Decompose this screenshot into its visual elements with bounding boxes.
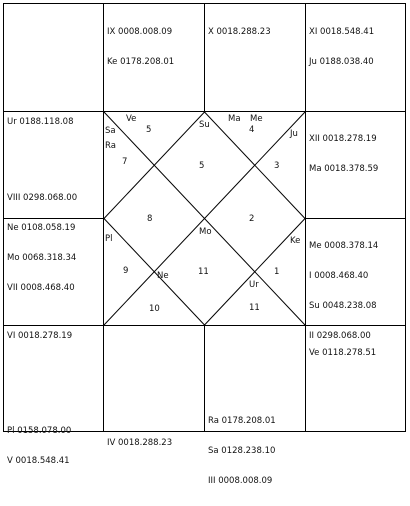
house-number: 1 [274,267,280,277]
cell-line: III 0008.008.09 [208,476,273,486]
planet-label: Ne [157,271,169,281]
cell-line: IX 0008.008.09 [107,27,173,37]
planet-label: Ju [290,129,298,139]
planet-label: Su [199,120,210,130]
planet-label: Ra [105,141,116,151]
cell-line: XI 0018.548.41 [309,27,375,37]
cell-line: Mo 0068.318.34 [7,253,77,263]
planet-label: Ke [290,236,301,246]
ve-cell [309,328,376,378]
cell-line: II 0298.068.00 [309,331,371,341]
cell-line: Ke 0178.208.01 [107,57,175,67]
house-number: 3 [274,161,280,171]
cell-line: Ma 0018.378.59 [309,164,379,174]
planet-label: Pl [105,234,113,244]
cell-line: Ne 0108.058.19 [7,223,76,233]
cell-line: X 0018.288.23 [208,27,271,37]
planet-label: Ma [228,114,241,124]
cell-line: VI 0018.278.19 [7,331,73,341]
cell-line: V 0018.548.41 [7,456,70,466]
ra-cell [208,396,276,506]
cell-line: Sa 0128.238.10 [208,446,276,456]
cell-line: Ur 0188.118.08 [7,117,74,127]
cell-line: Ra 0178.208.01 [208,416,276,426]
pl-cell [7,406,71,486]
cell-line: Pl 0158.078.00 [7,426,72,436]
cell-line: IV 0018.288.23 [107,438,173,448]
cell-line: Su 0048.238.08 [309,301,377,311]
house-number: 8 [147,214,153,224]
planet-label: Sa [105,126,116,136]
house-number: 11 [198,267,209,277]
planet-label: Mo [199,227,212,237]
house-number: 11 [249,303,260,313]
house-number: 5 [146,125,152,135]
cell-line: I 0008.468.40 [309,271,369,281]
planet-label: Ve [126,114,137,124]
viii-cell [7,173,77,313]
x-cell [208,7,271,57]
cell-line: Me 0008.378.14 [309,241,379,251]
house-number: 4 [249,125,255,135]
cell-line: XII 0018.278.19 [309,134,377,144]
xi-cell [309,7,374,87]
ur-cell [7,97,74,147]
iv-cell [107,418,172,468]
planet-label: Ur [249,280,259,290]
cell-line: VII 0008.468.40 [7,283,75,293]
vi-cell [7,311,72,361]
house-number: 7 [122,157,128,167]
planet-label: Me [250,114,263,124]
ix-cell [107,7,174,87]
cell-line: Ve 0118.278.51 [309,348,377,358]
house-number: 10 [149,304,160,314]
xii-cell [309,114,378,194]
house-number: 5 [199,161,205,171]
cell-line: Ju 0188.038.40 [309,57,374,67]
house-number: 9 [123,266,129,276]
cell-line: VIII 0298.068.00 [7,193,78,203]
house-number: 2 [249,214,255,224]
